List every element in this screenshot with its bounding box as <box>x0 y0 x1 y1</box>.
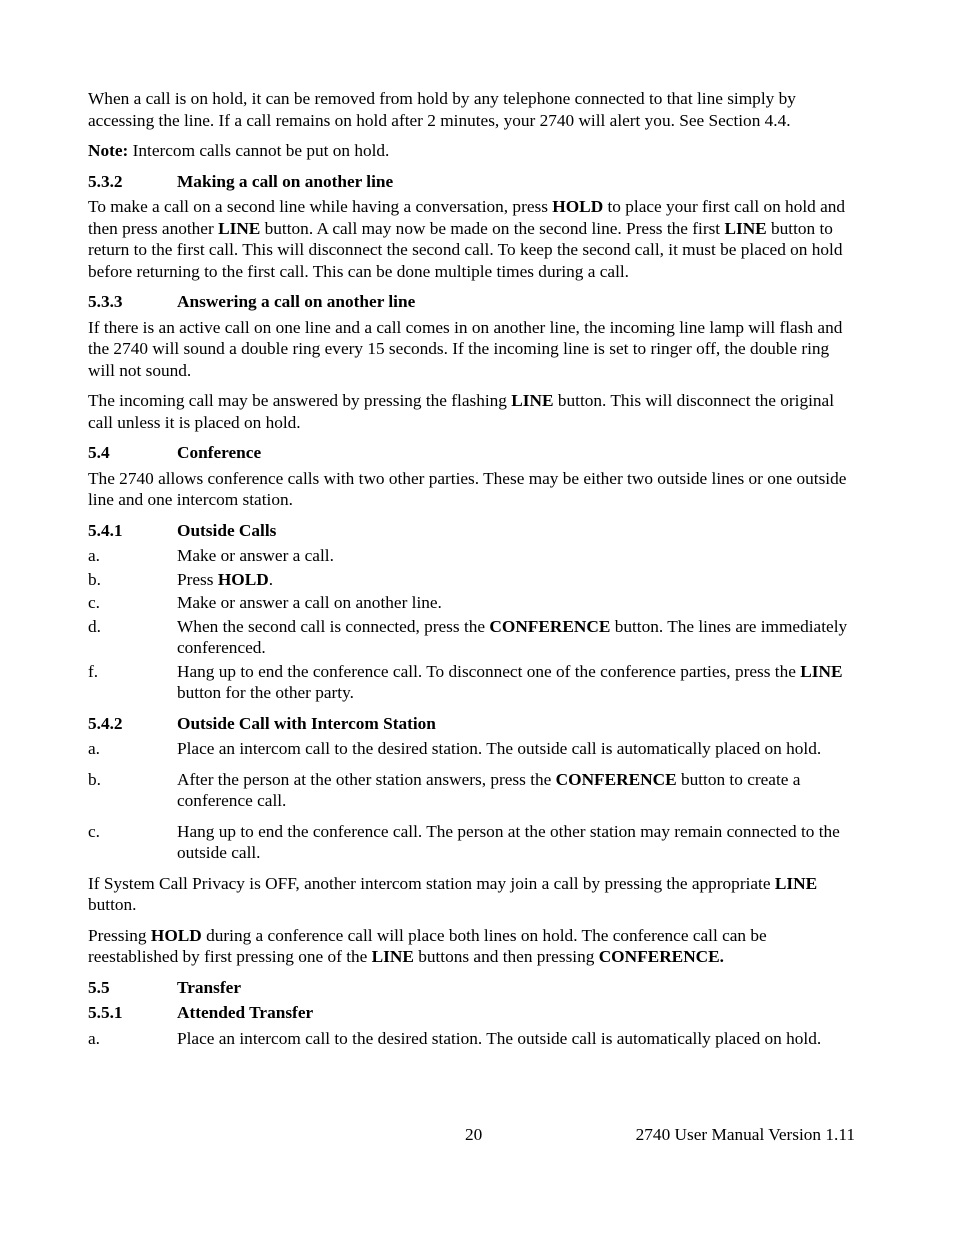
item-text: Place an intercom call to the desired station. The outside call is automatically placed on hold. <box>177 1028 822 1048</box>
text-run: If System Call Privacy is OFF, another intercom station may join a call by pressing the appropriate <box>88 873 775 893</box>
note-text: Intercom calls cannot be put on hold. <box>128 141 390 160</box>
item-label: d. <box>88 616 101 636</box>
section-number: 5.3.2 <box>88 171 123 191</box>
hold-keyword: HOLD <box>217 569 269 589</box>
paragraph-conference-hold <box>88 925 858 968</box>
item-text <box>177 661 858 704</box>
section-title: Making a call on another line <box>177 171 394 191</box>
text-run: during a conference call will place both lines on hold. The conference call can be reestablished by first pressing one of the <box>88 925 767 966</box>
heading-5-3-3 <box>88 291 858 313</box>
item-text: Hang up to end the conference call. The person at the other station may remain connected to the outside call. <box>177 821 840 862</box>
note-label: Note: <box>88 141 129 160</box>
heading-5-4-2 <box>88 713 858 735</box>
paragraph-hold-removal: When a call is on hold, it can be removed from hold by any telephone connected to that line simply by accessing the line. If a call remains on hold after 2 minutes, your 2740 will alert you. See Section 4.4. <box>88 89 796 130</box>
item-label: a. <box>88 739 100 758</box>
item-text <box>177 569 858 591</box>
paragraph-second-line <box>88 196 858 282</box>
section-number: 5.5.1 <box>88 1003 123 1022</box>
text-run: button for the other party. <box>177 683 354 702</box>
list-item <box>88 738 858 760</box>
item-label: a. <box>88 1028 100 1048</box>
text-run: . <box>268 569 274 589</box>
item-label: c. <box>88 821 100 841</box>
text-run: button to return to the first call. This will disconnect the second call. To keep the second call, it must be placed on hold before returning to the first call. This can be done multiple times during a call. <box>88 218 843 281</box>
manual-version: 2740 User Manual Version 1.11 <box>635 1125 855 1144</box>
line-keyword: LINE <box>371 947 414 966</box>
text-run: button. The lines are immediately conferenced. <box>177 616 848 657</box>
section-number: 5.3.3 <box>88 292 123 311</box>
conference-keyword: CONFERENCE <box>555 769 677 789</box>
item-label: b. <box>88 769 101 789</box>
text-run: buttons and then pressing <box>413 947 599 966</box>
text-run: button. <box>88 895 137 914</box>
paragraph-conference-intro: The 2740 allows conference calls with two other parties. These may be either two outside lines or one outside line and one intercom station. <box>88 468 847 509</box>
list-item <box>88 569 858 591</box>
hold-keyword: HOLD <box>150 925 202 945</box>
item-text: Make or answer a call. <box>177 546 334 565</box>
paragraph-answer-flashing <box>88 390 858 433</box>
item-text <box>177 769 858 812</box>
item-label: c. <box>88 593 100 612</box>
line-keyword: LINE <box>218 218 261 238</box>
list-item <box>88 545 858 567</box>
hold-keyword: HOLD <box>552 197 604 216</box>
item-label: b. <box>88 569 101 589</box>
section-number: 5.4.1 <box>88 520 123 540</box>
list-item <box>88 616 858 659</box>
line-keyword: LINE <box>800 661 843 681</box>
text-run: To make a call on a second line while having a conversation, press <box>88 197 553 216</box>
item-label: f. <box>88 661 99 681</box>
line-keyword: LINE <box>774 873 818 893</box>
heading-5-5 <box>88 977 858 999</box>
section-number: 5.4 <box>88 443 110 462</box>
conference-keyword: CONFERENCE <box>489 616 611 636</box>
section-title: Transfer <box>177 977 241 997</box>
page-number: 20 <box>465 1125 483 1144</box>
text-run: button. A call may now be made on the second line. Press the first <box>260 218 725 238</box>
text-run: Hang up to end the conference call. To disconnect one of the conference parties, press the <box>177 661 801 681</box>
manual-page <box>88 88 858 1051</box>
section-number: 5.5 <box>88 977 110 997</box>
list-item <box>88 592 858 614</box>
line-keyword: LINE <box>724 218 767 238</box>
text-run: Press <box>177 569 218 589</box>
text-run: The incoming call may be answered by pressing the flashing <box>88 391 512 410</box>
note-paragraph <box>88 140 858 162</box>
list-item <box>88 661 858 704</box>
section-number: 5.4.2 <box>88 713 123 733</box>
text-run: Pressing <box>88 925 151 945</box>
section-title: Outside Call with Intercom Station <box>177 713 436 733</box>
text-run: When the second call is connected, press the <box>177 616 490 636</box>
heading-5-3-2 <box>88 171 858 193</box>
item-label: a. <box>88 546 100 565</box>
text-run: After the person at the other station answers, press the <box>177 769 556 789</box>
section-title: Attended Transfer <box>177 1003 314 1022</box>
paragraph-incoming-line: If there is an active call on one line and a call comes in on another line, the incoming line lamp will flash and the 2740 will sound a double ring every 15 seconds. If the incoming line is set to ringer off, the double ring will not sound. <box>88 317 843 380</box>
line-keyword: LINE <box>511 391 554 410</box>
section-title: Outside Calls <box>177 520 277 540</box>
heading-5-4-1 <box>88 520 858 542</box>
item-text <box>177 616 858 659</box>
heading-5-4 <box>88 442 858 464</box>
item-text: Place an intercom call to the desired station. The outside call is automatically placed on hold. <box>177 739 822 758</box>
list-item <box>88 769 858 812</box>
item-text: Make or answer a call on another line. <box>177 593 442 612</box>
list-item <box>88 1028 858 1050</box>
conference-keyword: CONFERENCE. <box>598 947 725 966</box>
section-title: Answering a call on another line <box>177 292 416 311</box>
paragraph-call-privacy <box>88 873 858 916</box>
heading-5-5-1 <box>88 1002 858 1024</box>
text-run: button. This will disconnect the original call unless it is placed on hold. <box>88 391 835 432</box>
section-title: Conference <box>177 443 262 462</box>
text-run: to place your first call on hold and then press another <box>88 197 846 238</box>
list-item <box>88 821 858 864</box>
page-footer <box>88 1124 855 1146</box>
text-run: button to create a conference call. <box>177 769 801 810</box>
